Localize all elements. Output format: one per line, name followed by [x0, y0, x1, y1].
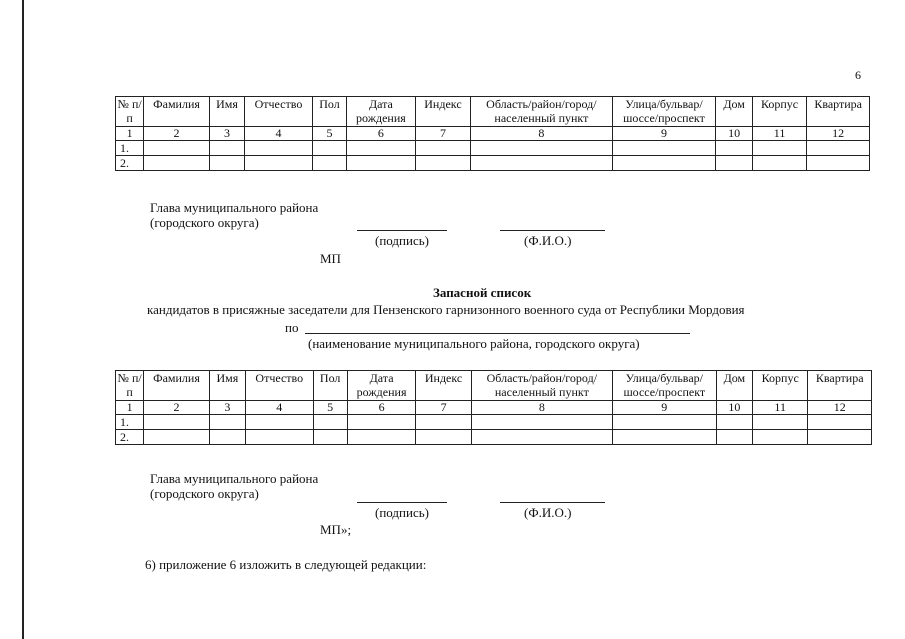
table-cell: [313, 430, 347, 445]
table-cell: [808, 430, 872, 445]
row-number: 2.: [116, 430, 144, 445]
table-cell: [716, 141, 752, 156]
table-cell: [209, 141, 244, 156]
table-row: [116, 156, 870, 171]
table-cell: [471, 415, 612, 430]
column-header: Область/район/город/ населенный пункт: [471, 371, 612, 401]
column-header: Отчество: [245, 97, 313, 127]
column-number: 11: [752, 127, 807, 141]
table-cell: [209, 156, 244, 171]
table-cell: [312, 156, 346, 171]
column-number: 7: [416, 401, 471, 415]
row-number: 1.: [116, 141, 144, 156]
reserve-po-label: по: [285, 320, 299, 335]
candidates-table: [115, 96, 870, 171]
fio-caption: (Ф.И.О.): [524, 233, 572, 248]
column-number: 3: [209, 401, 245, 415]
column-header: Имя: [209, 97, 244, 127]
signature-title-line1: Глава муниципального района: [150, 471, 319, 486]
table-cell: [246, 430, 314, 445]
column-number: 12: [807, 127, 870, 141]
signature-title-line2: (городского округа): [150, 486, 259, 501]
column-header: Дата рождения: [347, 97, 416, 127]
column-header: Корпус: [752, 371, 807, 401]
table-cell: [312, 141, 346, 156]
column-number: 6: [347, 127, 416, 141]
table-cell: [807, 156, 870, 171]
table-cell: [612, 430, 716, 445]
table-row: [116, 430, 872, 445]
table-cell: [245, 156, 313, 171]
column-number: 12: [808, 401, 872, 415]
column-header: Индекс: [415, 97, 471, 127]
table-cell: [347, 430, 416, 445]
table-cell: [471, 430, 612, 445]
municipality-underline: [305, 333, 690, 334]
column-number: 10: [716, 127, 752, 141]
table-cell: [245, 141, 313, 156]
table-cell: [415, 141, 471, 156]
table-cell: [752, 430, 807, 445]
column-header: Дом: [716, 97, 752, 127]
signature-caption: (подпись): [375, 233, 429, 248]
table-row: [116, 141, 870, 156]
column-number: 8: [471, 127, 612, 141]
table-cell: [347, 141, 416, 156]
reserve-candidates-table: [115, 370, 872, 445]
stamp-label: МП: [320, 251, 341, 266]
column-header: Пол: [313, 371, 347, 401]
municipality-caption: (наименование муниципального района, городского округа): [308, 336, 640, 351]
column-number: 5: [312, 127, 346, 141]
table-cell: [144, 430, 210, 445]
stamp-label: МП»;: [320, 522, 352, 537]
signature-underline: [357, 502, 447, 503]
column-number: 4: [245, 127, 313, 141]
row-number: 1.: [116, 415, 144, 430]
table-header-row: [116, 97, 870, 127]
table-cell: [144, 156, 210, 171]
column-number: 10: [716, 401, 752, 415]
table-cell: [415, 156, 471, 171]
table-cell: [752, 415, 807, 430]
amendment-text: 6) приложение 6 изложить в следующей редакции:: [145, 557, 427, 572]
page-binding-line: [22, 0, 24, 639]
table-cell: [716, 430, 752, 445]
table-cell: [209, 430, 245, 445]
table-cell: [716, 156, 752, 171]
page-number: 6: [855, 68, 861, 82]
signature-caption: (подпись): [375, 505, 429, 520]
table-cell: [471, 156, 612, 171]
fio-underline: [500, 230, 605, 231]
table-row: [116, 415, 872, 430]
table-cell: [347, 156, 416, 171]
table-cell: [612, 141, 716, 156]
table-cell: [612, 156, 716, 171]
column-number: 1: [116, 127, 144, 141]
table-column-numbers-row: [116, 401, 872, 415]
column-header: Дата рождения: [347, 371, 416, 401]
column-header: Область/район/город/ населенный пункт: [471, 97, 612, 127]
column-header: Индекс: [416, 371, 471, 401]
table-cell: [807, 141, 870, 156]
column-number: 6: [347, 401, 416, 415]
table-cell: [209, 415, 245, 430]
table-header-row: [116, 371, 872, 401]
reserve-list-title: Запасной список: [433, 285, 532, 300]
column-header: Фамилия: [144, 371, 210, 401]
column-header: Квартира: [807, 97, 870, 127]
table-column-numbers-row: [116, 127, 870, 141]
column-header: Отчество: [246, 371, 314, 401]
fio-underline: [500, 502, 605, 503]
column-header: Дом: [716, 371, 752, 401]
column-number: 9: [612, 401, 716, 415]
table-cell: [313, 415, 347, 430]
table-cell: [612, 415, 716, 430]
column-number: 8: [471, 401, 612, 415]
column-header: Пол: [312, 97, 346, 127]
column-header: Улица/бульвар/ шоссе/проспект: [612, 97, 716, 127]
column-number: 4: [246, 401, 314, 415]
column-header: Корпус: [752, 97, 807, 127]
table-cell: [416, 415, 471, 430]
column-number: 2: [144, 401, 210, 415]
table-cell: [752, 141, 807, 156]
fio-caption: (Ф.И.О.): [524, 505, 572, 520]
table-cell: [808, 415, 872, 430]
table-cell: [347, 415, 416, 430]
column-header: Улица/бульвар/ шоссе/проспект: [612, 371, 716, 401]
column-header: № п/п: [116, 97, 144, 127]
reserve-list-subtitle: кандидатов в присяжные заседатели для Пензенского гарнизонного военного суда от Республики Мордовия: [147, 302, 745, 317]
column-header: Имя: [209, 371, 245, 401]
signature-title-line1: Глава муниципального района: [150, 200, 319, 215]
column-number: 3: [209, 127, 244, 141]
table-cell: [144, 141, 210, 156]
column-header: № п/п: [117, 371, 142, 399]
column-number: 2: [144, 127, 210, 141]
table-cell: [144, 415, 210, 430]
column-header: Квартира: [808, 371, 872, 401]
column-number: 1: [116, 401, 144, 415]
column-header: Фамилия: [144, 97, 210, 127]
signature-underline: [357, 230, 447, 231]
table-cell: [246, 415, 314, 430]
table-cell: [752, 156, 807, 171]
column-number: 11: [752, 401, 807, 415]
table-cell: [471, 141, 612, 156]
column-number: 5: [313, 401, 347, 415]
column-number: 7: [415, 127, 471, 141]
signature-title-line2: (городского округа): [150, 215, 259, 230]
row-number: 2.: [116, 156, 144, 171]
column-number: 9: [612, 127, 716, 141]
table-cell: [716, 415, 752, 430]
table-cell: [416, 430, 471, 445]
